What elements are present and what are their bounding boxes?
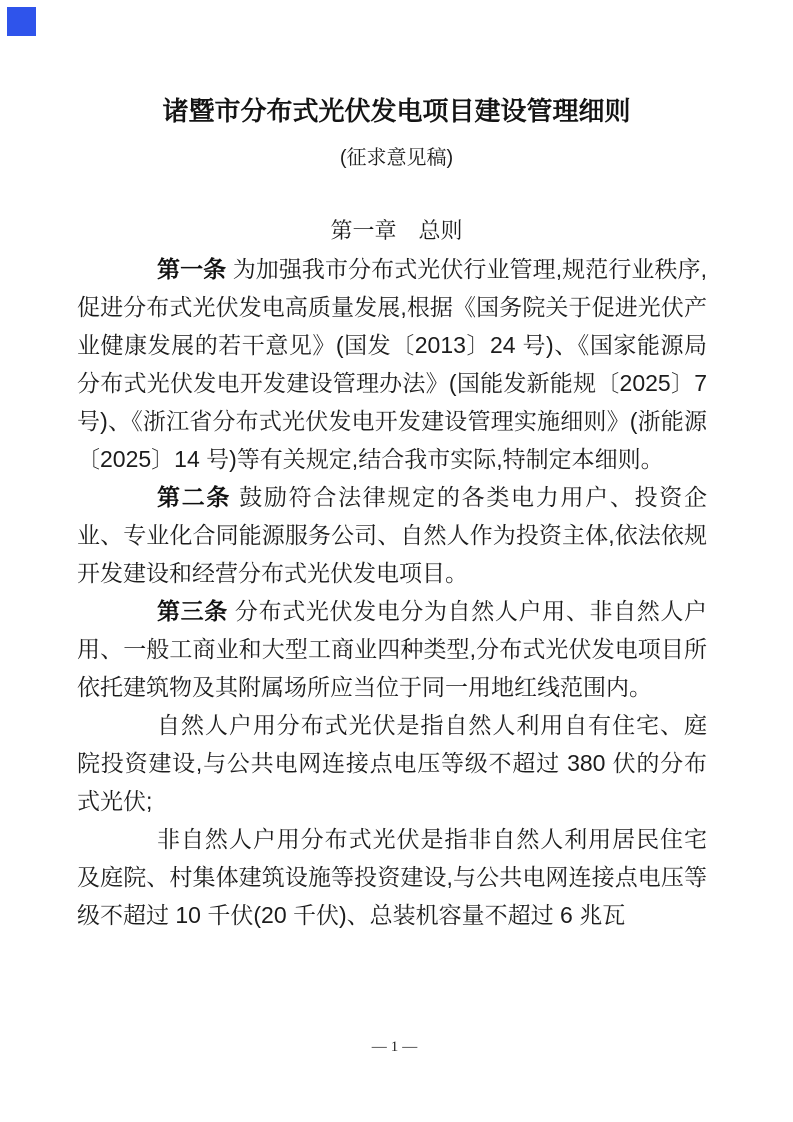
article-2-text: 鼓励符合法律规定的各类电力用户、投资企业、专业化合同能源服务公司、自然人作为投资主体,依法依规开发建设和经营分布式光伏发电项目。 [77, 484, 708, 586]
page-number: —1— [371, 1039, 422, 1055]
article-3-text: 分布式光伏发电分为自然人户用、非自然人户用、一般工商业和大型工商业四种类型,分布式光伏发电项目所依托建筑物及其附属场所应当位于同一用地红线范围内。 [77, 598, 708, 700]
paragraph-5-text: 非自然人户用分布式光伏是指非自然人利用居民住宅及庭院、村集体建筑设施等投资建设,与公共电网连接点电压等级不超过 10 千伏(20 千伏)、总装机容量不超过 6 兆瓦 [77, 826, 707, 928]
document-subtitle: (征求意见稿) [339, 147, 454, 169]
document-title: 诸暨市分布式光伏发电项目建设管理细则 [162, 97, 631, 126]
paragraph-natural-person-household [77, 706, 707, 820]
article-1-number: 第一条 [157, 256, 227, 282]
chapter-heading: 第一章 总则 [330, 218, 463, 243]
corner-marker [7, 7, 36, 36]
paragraph-4-text: 自然人户用分布式光伏是指自然人利用自有住宅、庭院投资建设,与公共电网连接点电压等级不超过 380 伏的分布式光伏; [77, 712, 707, 814]
article-1-text: 为加强我市分布式光伏行业管理,规范行业秩序,促进分布式光伏发电高质量发展,根据《国务院关于促进光伏产业健康发展的若干意见》(国发〔2013〕24 号)、《国家能源局分布式光伏发电开发建设管理办法》(国能发新能规〔2025〕7 号)、《浙江省分布式光伏发电开发建设管理实施细则》(浙能源〔2025〕14 号)等有关规定,结合我市实际,特制定本细则。 [77, 256, 708, 472]
document-body [77, 250, 707, 934]
paragraph-non-natural-person-household [77, 820, 707, 934]
paragraph-article-1 [77, 250, 707, 478]
paragraph-article-3 [77, 592, 707, 706]
paragraph-article-2 [77, 478, 707, 592]
article-3-number: 第三条 [157, 598, 228, 624]
article-2-number: 第二条 [157, 484, 232, 510]
